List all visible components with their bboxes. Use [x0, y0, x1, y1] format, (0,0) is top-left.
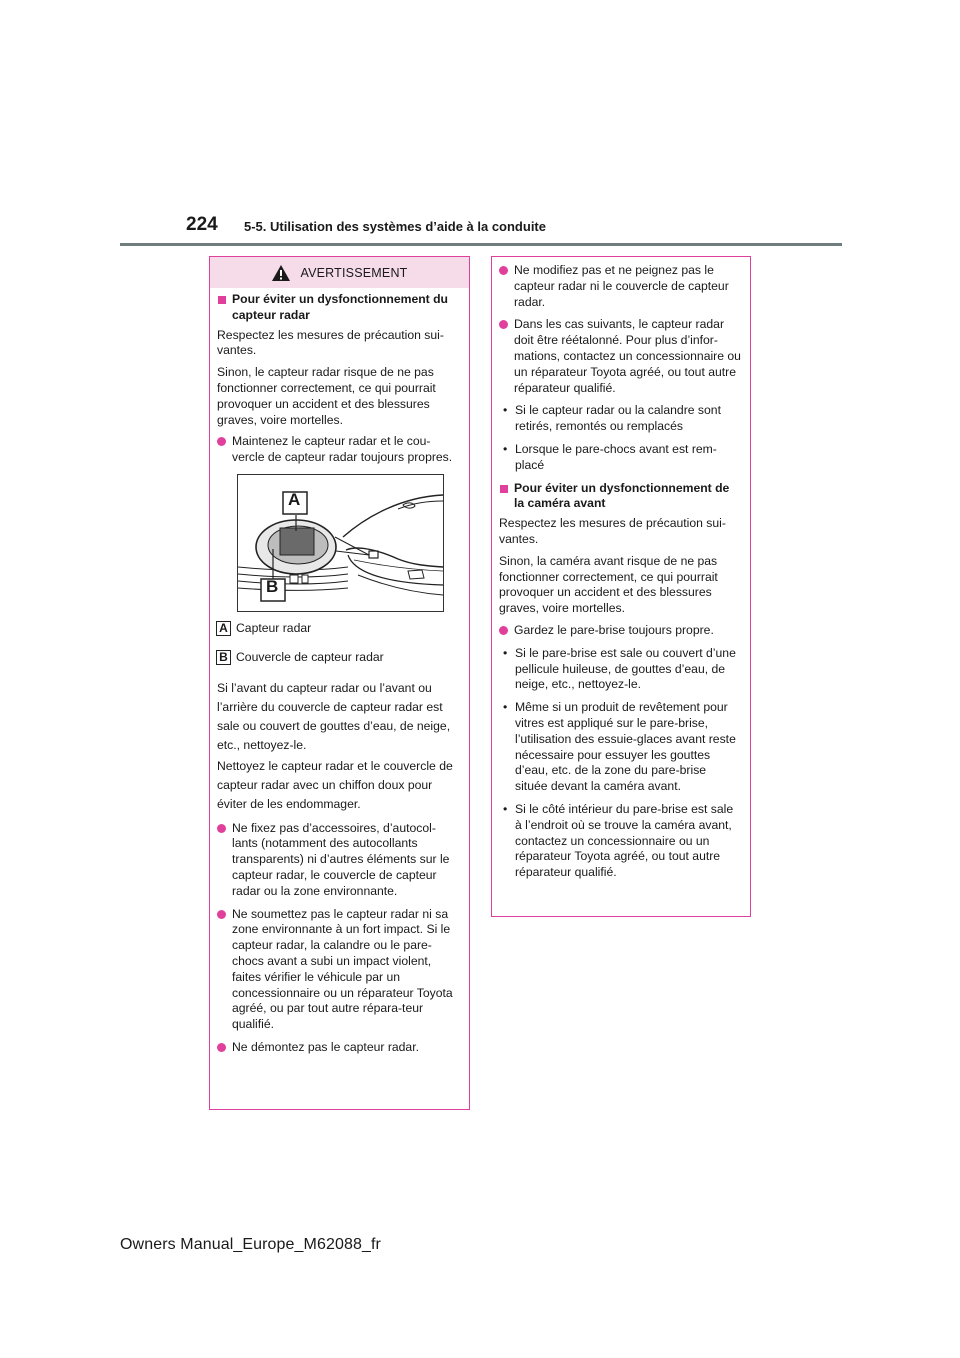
dot-bullet-icon — [217, 824, 226, 833]
warning-title: AVERTISSEMENT — [300, 265, 408, 280]
callout-b: B — [266, 576, 279, 596]
list-item: Gardez le pare-brise toujours propre. — [499, 623, 741, 639]
square-bullet-icon — [218, 296, 226, 304]
dot-bullet-icon — [499, 266, 508, 275]
list-item: Maintenez le capteur radar et le cou-vercle de capteur radar toujours propres. — [217, 434, 460, 466]
legend-item-b: B Couvercle de capteur radar — [216, 650, 460, 666]
paragraph: Nettoyez le capteur radar et le couvercle de capteur radar avec un chiffon doux pour éviter de les endommager. — [217, 758, 453, 812]
bullet-glyph: • — [503, 441, 508, 456]
sub-list-item: • Même si un produit de revêtement pour vitres est appliqué sur le pare-brise, l’utilisation des essuie-glaces avant reste nécessaire pour essuyer les gouttes d’eau, etc. de la zone du pare-brise située devant la caméra avant. — [499, 700, 741, 795]
dot-bullet-icon — [499, 320, 508, 329]
list-item: Dans les cas suivants, le capteur radar doit être réétalonné. Pour plus d’infor-mations, contactez un concessionnaire ou un réparateur Toyota agréé, ou tout autre réparateur qualifié. — [499, 317, 741, 396]
camera-heading: Pour éviter un dysfonctionnement de la caméra avant — [499, 481, 741, 513]
sub-list-item: • Si le capteur radar ou la calandre sont retirés, remontés ou remplacés — [499, 403, 741, 435]
paragraph: Respectez les mesures de précaution sui-vantes. — [217, 327, 444, 358]
warning-box-left — [209, 256, 470, 1110]
footer-document-id: Owners Manual_Europe_M62088_fr — [120, 1236, 381, 1253]
paragraph: Respectez les mesures de précaution sui-vantes. — [499, 516, 726, 546]
callout-a: A — [288, 489, 301, 509]
sub-list-item: • Si le pare-brise est sale ou couvert d’une pellicule huileuse, de gouttes d’eau, de neige, etc., nettoyez-le. — [499, 646, 741, 693]
dot-bullet-icon — [217, 910, 226, 919]
paragraph: Si l’avant du capteur radar ou l’avant ou l’arrière du couvercle de capteur radar est sale ou couvert de gouttes d’eau, de neige, etc., nettoyez-le. — [217, 680, 451, 753]
sub-list-item: • Lorsque le pare-chocs avant est rem-placé — [499, 442, 741, 474]
square-bullet-icon — [500, 485, 508, 493]
bullet-glyph: • — [503, 700, 508, 715]
dot-bullet-icon — [217, 1043, 226, 1052]
dot-bullet-icon — [499, 626, 508, 635]
tag-b: B — [216, 650, 231, 665]
bullet-glyph: • — [503, 403, 508, 418]
tag-a: A — [216, 621, 231, 636]
paragraph: Sinon, la caméra avant risque de ne pas fonctionner correctement, ce qui pourrait provoquer un accident et des blessures graves, voire mortelles. — [499, 553, 718, 616]
list-item: Ne soumettez pas le capteur radar ni sa zone environnante à un fort impact. Si le capteur radar, la calandre ou le pare-chocs avant a subi un impact violent, faites vérifier le véhicule par un concessionnaire ou un réparateur Toyota agréé, ou par tout autre répara-teur qualifié. — [217, 907, 460, 1033]
warning-box-right — [491, 256, 751, 917]
radar-sensor-illustration — [237, 474, 444, 612]
list-item: Ne fixez pas d’accessoires, d’autocol-lants (notamment des autocollants transparents) ni d’autres éléments sur le capteur radar, le couvercle de capteur radar ou la zone environnante. — [217, 821, 460, 900]
sub-list-item: • Si le côté intérieur du pare-brise est sale à l’endroit où se trouve la caméra avant, contactez un concessionnaire ou un réparateur Toyota agréé, ou tout autre réparateur qualifié. — [499, 802, 741, 881]
list-item: Ne modifiez pas et ne peignez pas le capteur radar ni le couvercle de capteur radar. — [499, 263, 741, 310]
list-item: Ne démontez pas le capteur radar. — [217, 1040, 460, 1056]
bullet-glyph: • — [503, 801, 508, 816]
page-number: 224 — [186, 214, 218, 235]
section-title: 5-5. Utilisation des systèmes d’aide à la conduite — [244, 219, 546, 234]
bullet-glyph: • — [503, 645, 508, 660]
header-rule — [120, 243, 842, 246]
warning-header — [210, 257, 469, 288]
radar-heading: Pour éviter un dysfonctionnement du capteur radar — [217, 292, 460, 324]
dot-bullet-icon — [217, 437, 226, 446]
legend-item-a: A Capteur radar — [216, 621, 460, 637]
paragraph: Sinon, le capteur radar risque de ne pas fonctionner correctement, ce qui pourrait provoquer un accident et des blessures graves, voire mortelles. — [217, 365, 436, 427]
warning-triangle-icon — [271, 264, 291, 282]
